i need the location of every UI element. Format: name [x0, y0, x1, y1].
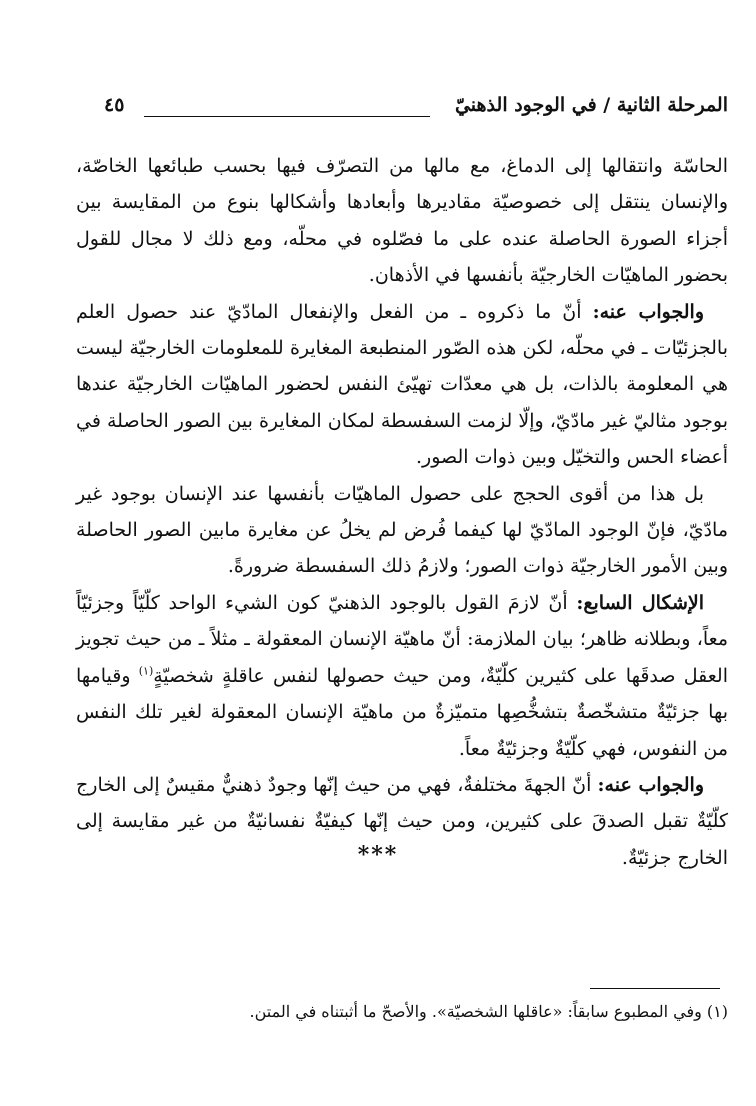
paragraph-3: [76, 476, 728, 585]
paragraph-lead: والجواب عنه:: [592, 300, 705, 323]
paragraph-1: [76, 148, 728, 294]
paragraph-text: أنّ لازمَ القول بالوجود الذهنيّ كون الشيء الواحد كلّيّاً وجزئيّاً معاً، وبطلانه ظاهر؛ بيان الملازمة: أنّ ماهيّة الإنسان المعقولة ـ مثلاً ـ من حيث تجويز العقل صدقَها على كثيرين كلّيّةٌ، ومن حيث حصولها لنفس عاقلةٍ شخصيّةٍ: [76, 591, 728, 687]
paragraph-2: [76, 294, 728, 476]
paragraph-text-continued: وقيامها بها جزئيّةٌ متشخّصةٌ بتشخُّصِها متميّزةٌ من ماهيّة الإنسان المعقولة لغير تلك النفس من النفوس، فهي كلّيّةٌ وجزئيّةٌ معاً.: [76, 664, 728, 760]
section-separator: ***: [357, 842, 399, 868]
header-rule: [144, 116, 430, 117]
footnote-reference[interactable]: (١): [138, 664, 154, 678]
paragraph-text: أنّ الجهةَ مختلفةٌ، فهي من حيث إنّها وجودٌ ذهنيٌّ مقيسٌ إلى الخارج كلّيّةٌ تقبل الصدقَ على كثيرين، ومن حيث إنّها كيفيّةٌ نفسانيّةٌ من غير مقايسة إلى الخارج جزئيّةٌ.: [76, 773, 728, 869]
footnote-rule: [590, 988, 720, 989]
footnote: (١) وفي المطبوع سابقاً: «عاقلها الشخصيّة». والأصحّ ما أثبتناه في المتن.: [249, 1002, 728, 1021]
page-number: ٤٥: [104, 94, 125, 116]
paragraph-lead: الإشكال السابع:: [576, 591, 704, 614]
paragraph-lead: والجواب عنه:: [597, 773, 704, 796]
paragraph-text: الحاسّة وانتقالها إلى الدماغ، مع مالها من التصرّف فيها بحسب طبائعها الخاصّة، والإنسان ينتقل إلى خصوصيّة مقاديرها وأبعادها وأشكالها بنوع من المقايسة بين أجزاء الصورة الحاصلة عنده على ما فصّلوه في محلّه، ومع ذلك لا مجال للقول بحضور الماهيّات الخارجيّة بأنفسها في الأذهان.: [76, 155, 728, 287]
running-header: [104, 94, 728, 124]
paragraph-text: أنّ ما ذكروه ـ من الفعل والإنفعال المادّيّ عند حصول العلم بالجزئيّات ـ في محلّه، لكن هذه الصّور المنطبعة المغايرة للمعلومات الخارجيّة ليست هي المعلومة بالذات، بل هي معدّات تهيّئ النفس لحضور الماهيّات الخارجيّة عندها بوجود مثاليّ غير مادّيّ، وإلّا لزمت السفسطة لمكان المغايرة بين الصور الحاصلة في أعضاء الحس والتخيّل وبين ذوات الصور.: [76, 300, 728, 469]
paragraph-text: بل هذا من أقوى الحجج على حصول الماهيّات بأنفسها عند الإنسان بوجود غير مادّيّ، فإنّ الوجود المادّيّ لها كيفما فُرض لم يخلُ عن مغايرة مابين الصور الحاصلة وبين الأمور الخارجيّة ذوات الصور؛ ولازمُ ذلك السفسطة ضرورةً.: [76, 482, 728, 578]
paragraph-4: [76, 585, 728, 767]
header-title: المرحلة الثانية / في الوجود الذهنيّ: [454, 94, 728, 116]
main-text: [76, 148, 728, 876]
